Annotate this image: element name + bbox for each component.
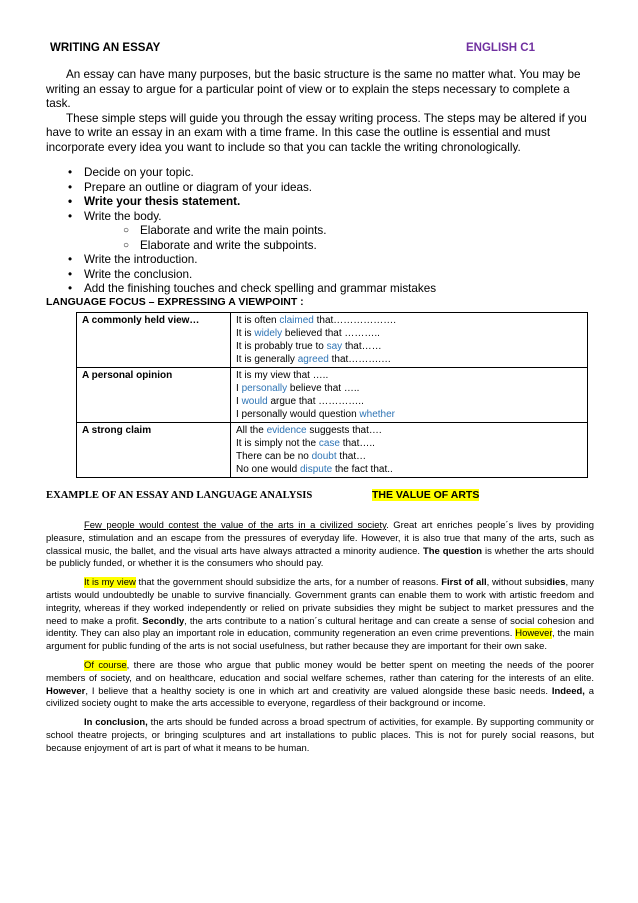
bullet-icon: • bbox=[67, 195, 73, 208]
course-level: ENGLISH C1 bbox=[466, 42, 536, 54]
essay-body bbox=[46, 520, 594, 762]
bold-phrase: First of all bbox=[441, 577, 487, 589]
circle-bullet-icon: ○ bbox=[122, 225, 130, 236]
bold-phrase: In conclusion, bbox=[84, 717, 148, 729]
highlighted-phrase: Of course bbox=[84, 659, 127, 671]
list-item: • Write the introduction. bbox=[64, 253, 594, 268]
bold-phrase: However bbox=[46, 685, 86, 697]
table-row bbox=[77, 423, 588, 478]
highlighted-phrase: It is my view bbox=[84, 577, 136, 589]
page-header bbox=[50, 42, 588, 58]
sub-list bbox=[84, 224, 594, 253]
phrase: It is my view that ….. bbox=[236, 370, 329, 381]
bold-phrase: dies bbox=[546, 577, 566, 589]
essay-paragraph-4: In conclusion, the arts should be funded across a broad spectrum of activities, for example. By supporting community or school theatre projects, or bringing sculptures and art installations to public places. This is not for purely social reasons, but because enjoyment of art is part of what it means to be human. bbox=[46, 717, 594, 754]
list-item: • Add the finishing touches and check spelling and grammar mistakes bbox=[64, 282, 594, 297]
list-item: • Prepare an outline or diagram of your ideas. bbox=[64, 181, 594, 196]
list-item: • Write the conclusion. bbox=[64, 268, 594, 283]
bold-phrase: The question bbox=[422, 545, 483, 557]
bullet-icon: • bbox=[67, 253, 73, 266]
list-item: • Write the body. ○ Elaborate and write the main points. ○ Elaborate and write the subpoints. bbox=[64, 210, 594, 254]
phrase: I would argue that ………….. bbox=[236, 396, 364, 407]
phrase: It is probably true to say that…… bbox=[236, 341, 382, 352]
phrase: It is simply not the case that….. bbox=[236, 438, 375, 449]
underlined-phrase: Few people would contest the value of the arts in a civilized society bbox=[84, 520, 387, 531]
phrase: There can be no doubt that… bbox=[236, 451, 367, 462]
essay-title: THE VALUE OF ARTS bbox=[372, 489, 480, 501]
phrase: I personally believe that ….. bbox=[236, 383, 360, 394]
viewpoint-table bbox=[76, 312, 588, 478]
intro-paragraph-2: These simple steps will guide you through the essay writing process. The steps may be altered if you have to write an essay in an exam with a time frame. In this case the outline is essential and must incorporate every idea you want to include so that you can tackle the writing chronologically. bbox=[46, 111, 587, 154]
example-section-title: EXAMPLE OF AN ESSAY AND LANGUAGE ANALYSIS bbox=[46, 490, 313, 501]
phrases-cell bbox=[231, 313, 588, 368]
bullet-icon: • bbox=[67, 209, 73, 223]
phrase: It is widely believed that ……….. bbox=[236, 328, 380, 339]
circle-bullet-icon: ○ bbox=[122, 239, 130, 251]
essay-paragraph-1: Few people would contest the value of the arts in a civilized society. Great art enriches people´s lives by providing pleasure, stimulation and an escape from the pressures of everyday life. However, it is also true that many of the arts, such as classical music, the ballet, and the visual arts have always attracted a minority audience. The question is whether the arts should be publicly funded, or whether it is the consumers who should pay. bbox=[46, 520, 594, 570]
essay-paragraph-2: It is my view that the government should subsidize the arts, for a number of reasons. First of all, without subsidies, many artists would undoubtedly be unable to survive financially. Government grants can enable them to work with artistic freedom and integrity, whereas if they worked independently or relied on private subsidies they might be subject to market pressures and the need to make a profit. Secondly, the arts contribute to a nation´s cultural heritage and can create a sense of social cohesion and identity. They can also play an important role in education, community regeneration an even crime preventions. However, the main argument for public funding of the arts is not social usefulness, but rather because they are important for their own sake. bbox=[46, 577, 595, 653]
row-label: A strong claim bbox=[77, 423, 231, 478]
language-focus-title: LANGUAGE FOCUS – EXPRESSING A VIEWPOINT : bbox=[46, 296, 304, 308]
phrase: It is generally agreed that……….… bbox=[236, 354, 392, 365]
table-row bbox=[77, 368, 588, 423]
row-label: A commonly held view… bbox=[77, 313, 231, 368]
document-title: WRITING AN ESSAY bbox=[50, 42, 161, 54]
intro-paragraph-1: An essay can have many purposes, but the basic structure is the same no matter what. You may be writing an essay to argue for a particular point of view or to explain the steps necessary to complete a task. bbox=[46, 68, 581, 111]
list-item: • Write your thesis statement. bbox=[64, 195, 594, 210]
sub-list-item: ○ Elaborate and write the subpoints. bbox=[84, 239, 594, 254]
phrase: No one would dispute the fact that.. bbox=[236, 464, 393, 475]
essay-steps-list bbox=[64, 166, 594, 297]
phrases-cell bbox=[231, 368, 588, 423]
list-item: • Decide on your topic. bbox=[64, 166, 594, 181]
table-row bbox=[77, 313, 588, 368]
intro-section bbox=[46, 68, 594, 156]
highlighted-phrase: However bbox=[515, 628, 552, 640]
phrase: All the evidence suggests that…. bbox=[236, 425, 382, 436]
sub-list-item: ○ Elaborate and write the main points. bbox=[84, 224, 594, 239]
phrases-cell bbox=[231, 423, 588, 478]
bullet-icon: • bbox=[67, 180, 73, 194]
bullet-icon: • bbox=[67, 166, 73, 179]
bullet-icon: • bbox=[67, 267, 73, 281]
bold-phrase: Indeed, bbox=[551, 685, 585, 697]
bullet-icon: • bbox=[67, 282, 73, 295]
bold-phrase: Secondly bbox=[142, 615, 185, 627]
essay-paragraph-3: Of course, there are those who argue that public money would be better spent on meeting the needs of the poorer members of society, and on healthcare, education and social welfare schemes, rather than catering for the interests of an elite. However, I believe that a healthy society is one in which art and creativity are valued alongside these basic needs. Indeed, a civilized society ought to make the arts accessible to everyone, regardless of their background or income. bbox=[46, 659, 595, 710]
row-label: A personal opinion bbox=[77, 368, 231, 423]
phrase: It is often claimed that………………. bbox=[236, 315, 397, 326]
phrase: I personally would question whether bbox=[236, 409, 395, 420]
